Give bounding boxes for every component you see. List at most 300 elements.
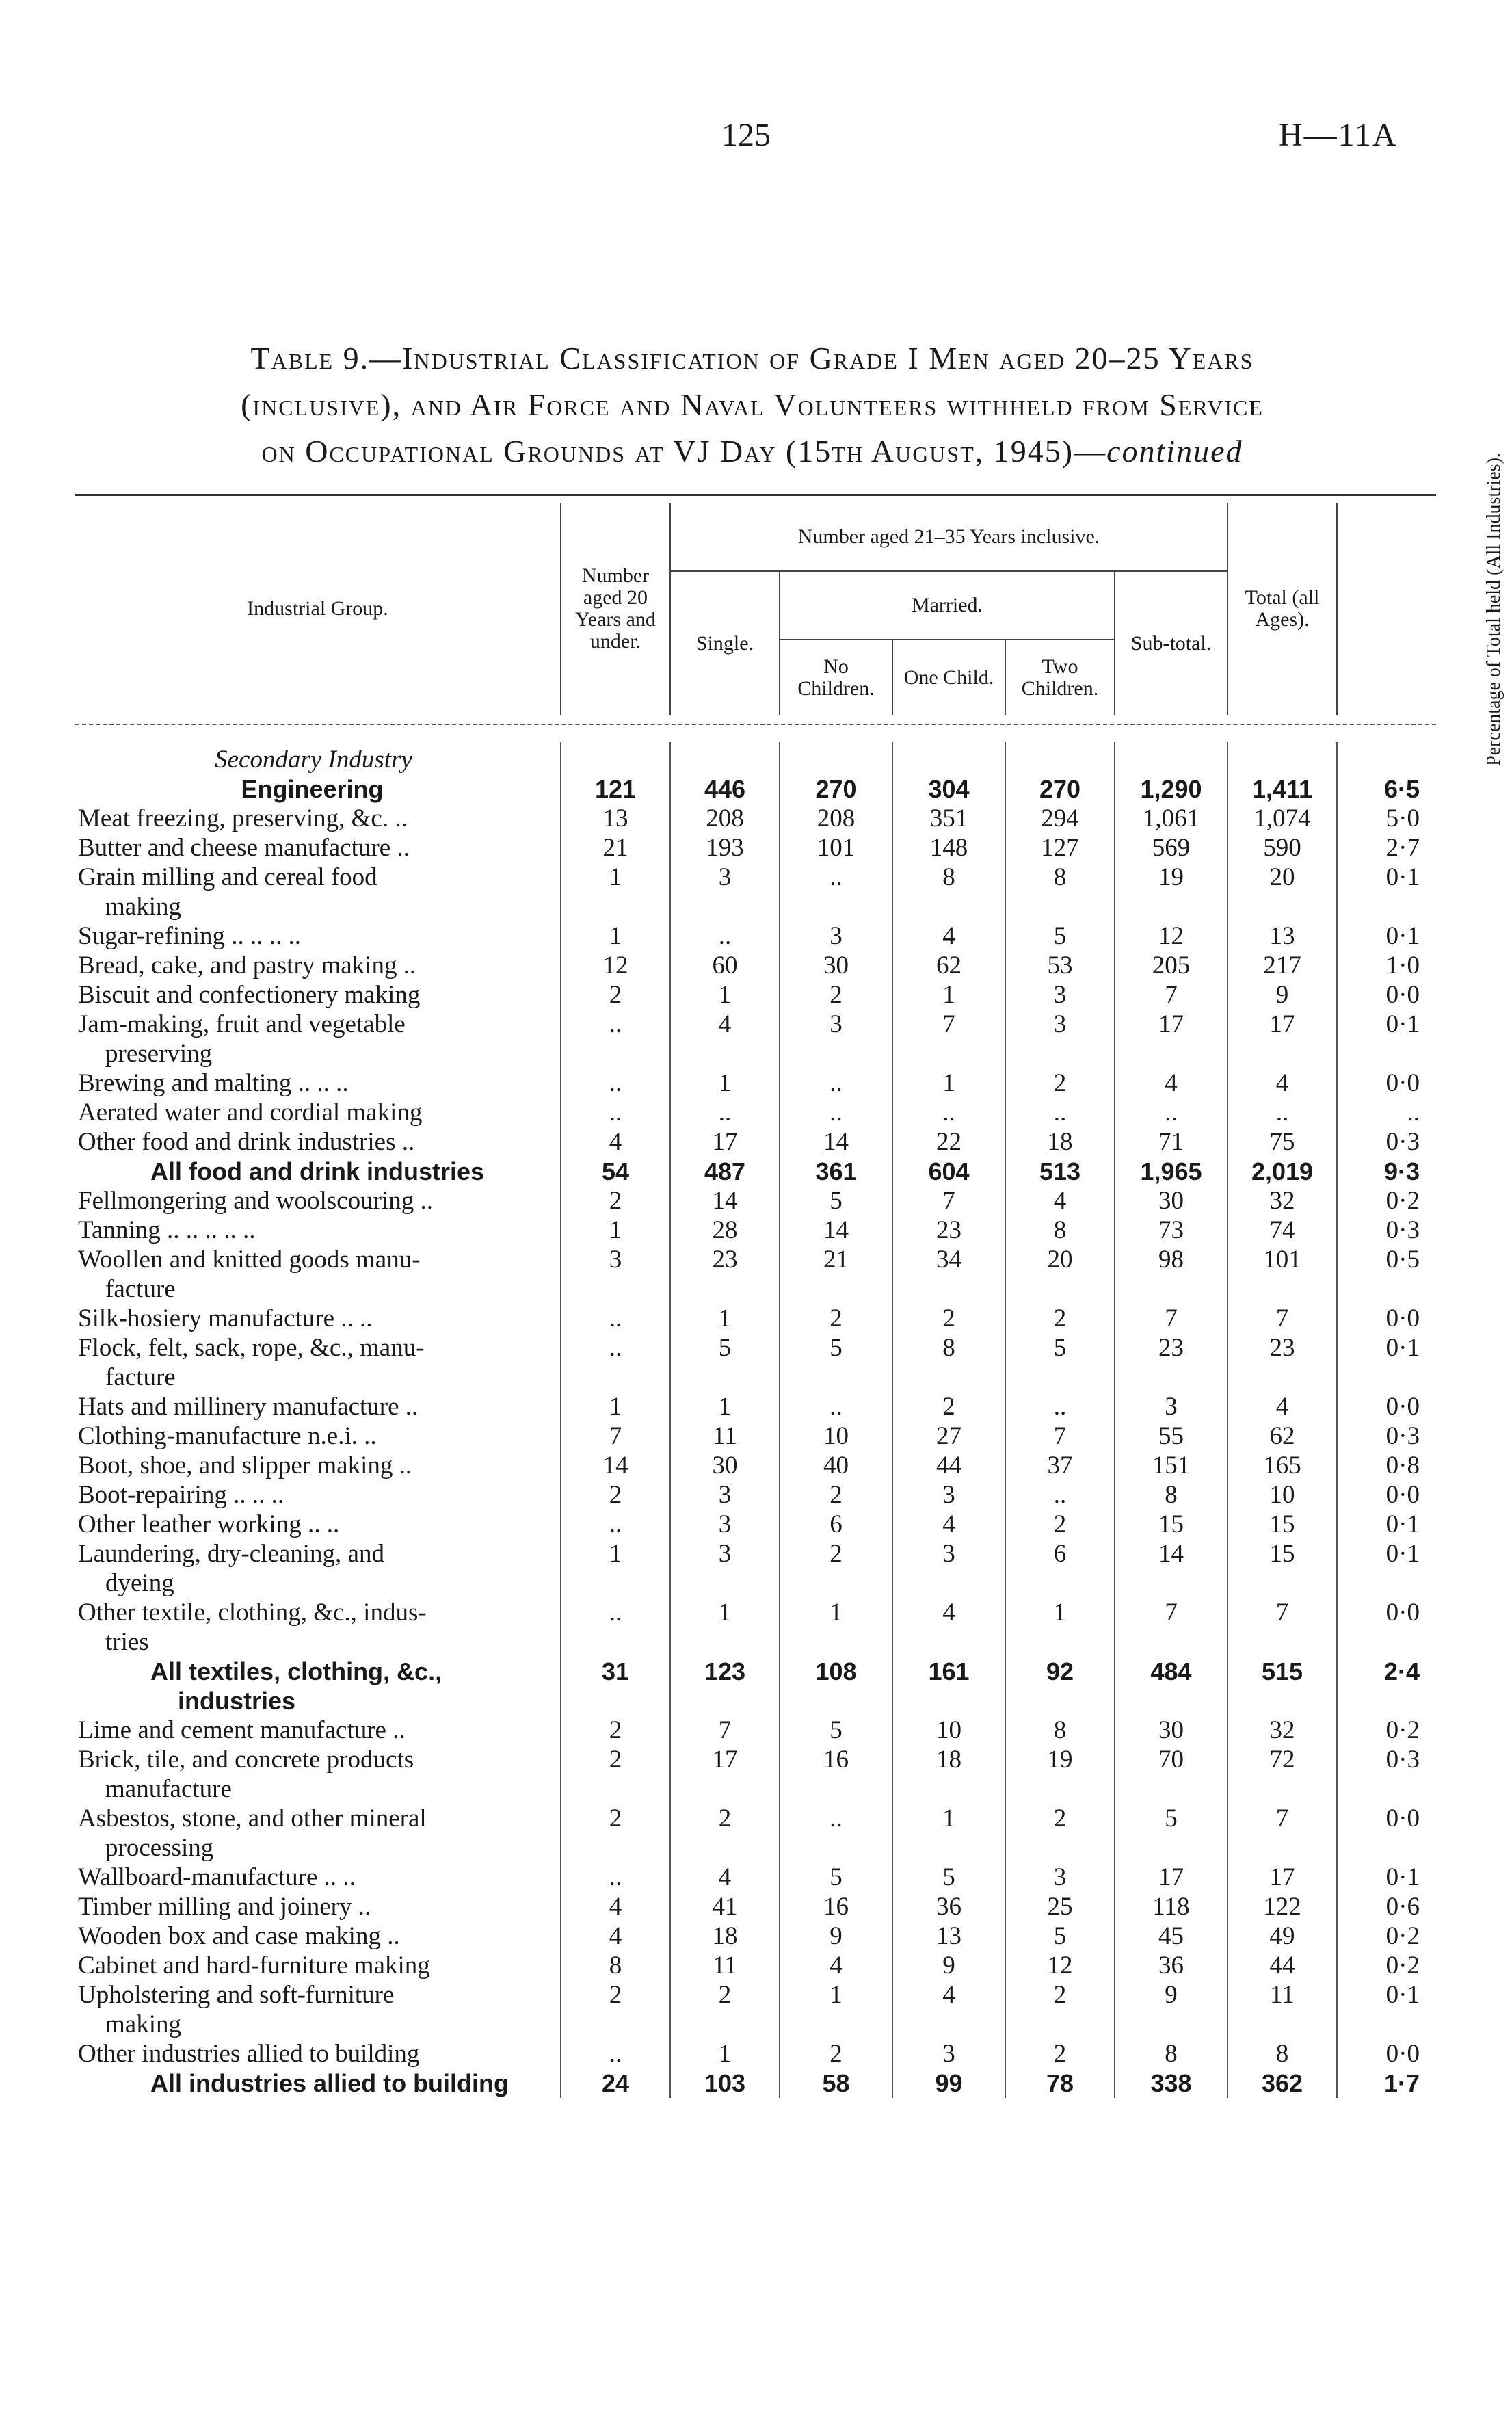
- industry-group-label: [75, 1716, 561, 1745]
- header-one-child: One Child.: [892, 640, 1005, 715]
- cell-two-children: 3: [1005, 980, 1115, 1010]
- cell-subtotal: 338: [1115, 2068, 1228, 2098]
- cell-subtotal: 205: [1115, 951, 1228, 980]
- industry-group-label: [75, 1421, 561, 1451]
- cell-two-children: 270: [1005, 774, 1115, 804]
- industry-group-label: [75, 1951, 561, 1980]
- cell-two-children: 6: [1005, 1539, 1115, 1598]
- cell-aged-20-under: 4: [561, 1921, 670, 1951]
- industry-group-label: [75, 1010, 561, 1068]
- cell-subtotal: 8: [1115, 1480, 1228, 1510]
- industry-group-name: Bread, cake, and pastry making ..: [78, 951, 416, 980]
- cell-total: 590: [1228, 833, 1337, 863]
- cell-two-children: 2: [1005, 1510, 1115, 1539]
- industry-group-label: [75, 774, 561, 804]
- cell-percentage: 0·0: [1337, 980, 1436, 1010]
- cell-aged-20-under: 54: [561, 1157, 670, 1186]
- cell-aged-20-under: 4: [561, 1892, 670, 1921]
- industry-group-name-continued: manufacture: [105, 1775, 232, 1803]
- title-line-3-text: on Occupational Grounds at VJ Day (15th August, 1945)—: [261, 434, 1107, 469]
- table-row: [75, 1510, 1436, 1539]
- industry-group-name: Boot, shoe, and slipper making ..: [78, 1451, 412, 1480]
- industry-group-label: [75, 1245, 561, 1304]
- cell-total: 1,411: [1228, 774, 1337, 804]
- cell-single: 18: [670, 1921, 780, 1951]
- cell-total: 17: [1228, 1010, 1337, 1068]
- industry-group-name: Cabinet and hard-furniture making: [78, 1952, 430, 1980]
- industry-group-label: [75, 1657, 561, 1716]
- cell-one-child: 4: [892, 1510, 1005, 1539]
- cell-percentage: 1·7: [1337, 2068, 1436, 2098]
- industry-group-label: [75, 921, 561, 951]
- cell-percentage: 0·3: [1337, 1745, 1436, 1804]
- cell-percentage: 2·7: [1337, 833, 1436, 863]
- cell-no-children: 5: [780, 1863, 892, 1892]
- cell-no-children: 9: [780, 1921, 892, 1951]
- industry-group-name-continued: facture: [105, 1275, 176, 1303]
- table-row: [75, 1010, 1436, 1068]
- header-no-children: No Children.: [780, 640, 892, 715]
- cell-percentage: 0·1: [1337, 1010, 1436, 1068]
- cell-two-children: 7: [1005, 1421, 1115, 1451]
- cell-no-children: 108: [780, 1657, 892, 1716]
- cell-single: 3: [670, 1510, 780, 1539]
- industry-group-label: [75, 1510, 561, 1539]
- cell-percentage: 5·0: [1337, 804, 1436, 833]
- cell-no-children: 2: [780, 1304, 892, 1333]
- industry-group-label: [75, 1068, 561, 1098]
- industry-group-name-continued: dyeing: [105, 1569, 174, 1597]
- cell-one-child: 4: [892, 1980, 1005, 2039]
- header-percentage: [1337, 453, 1504, 766]
- cell-total: 13: [1228, 921, 1337, 951]
- table-row: [75, 1245, 1436, 1304]
- cell-no-children: 30: [780, 951, 892, 980]
- industry-group-label: [75, 804, 561, 833]
- industry-group-name: Jam-making, fruit and vegetable: [78, 1010, 406, 1038]
- table-row: [75, 833, 1436, 863]
- cell-subtotal: 4: [1115, 1068, 1228, 1098]
- cell-one-child: 4: [892, 1598, 1005, 1657]
- cell-single: ..: [670, 1098, 780, 1127]
- table-row: [75, 1333, 1436, 1392]
- cell-one-child: 18: [892, 1745, 1005, 1804]
- cell-no-children: 2: [780, 1480, 892, 1510]
- cell-total: ..: [1228, 1098, 1337, 1127]
- cell-subtotal: 5: [1115, 1804, 1228, 1863]
- cell-percentage: 0·2: [1337, 1921, 1436, 1951]
- cell-one-child: 8: [892, 1333, 1005, 1392]
- table-row: [75, 2068, 1436, 2098]
- cell-no-children: 10: [780, 1421, 892, 1451]
- cell-total: 515: [1228, 1657, 1337, 1716]
- cell-no-children: 5: [780, 1186, 892, 1215]
- cell-subtotal: 45: [1115, 1921, 1228, 1951]
- header-industrial-group: Industrial Group.: [247, 597, 388, 620]
- industry-group-name: All industries allied to building: [150, 2069, 509, 2097]
- cell-two-children: 8: [1005, 1716, 1115, 1745]
- cell-single: 60: [670, 951, 780, 980]
- industry-group-name: Brick, tile, and concrete products: [78, 1746, 414, 1774]
- header-two-children: Two Children.: [1005, 640, 1115, 715]
- cell-percentage: 0·1: [1337, 1980, 1436, 2039]
- page-number: 125: [721, 117, 771, 153]
- cell-single: 5: [670, 1333, 780, 1392]
- cell-percentage: 0·0: [1337, 1480, 1436, 1510]
- cell-one-child: 1: [892, 1804, 1005, 1863]
- header-number-aged-20: Number aged 20 Years and under.: [561, 503, 670, 715]
- industry-group-name: Engineering: [241, 775, 384, 803]
- table-title: [68, 335, 1436, 475]
- cell-two-children: 18: [1005, 1127, 1115, 1157]
- cell-single: 1: [670, 2039, 780, 2068]
- cell-aged-20-under: 12: [561, 951, 670, 980]
- cell-two-children: ..: [1005, 1480, 1115, 1510]
- table-row: [75, 1098, 1436, 1127]
- table-row: [75, 1892, 1436, 1921]
- cell-total: 362: [1228, 2068, 1337, 2098]
- cell-one-child: 3: [892, 2039, 1005, 2068]
- cell-single: 487: [670, 1157, 780, 1186]
- industry-group-label: [75, 2039, 561, 2068]
- cell-single: 4: [670, 1863, 780, 1892]
- cell-total: 17: [1228, 1863, 1337, 1892]
- cell-one-child: 44: [892, 1451, 1005, 1480]
- cell-total: 23: [1228, 1333, 1337, 1392]
- cell-aged-20-under: 4: [561, 1127, 670, 1157]
- cell-aged-20-under: 1: [561, 1539, 670, 1598]
- cell-percentage: 1·0: [1337, 951, 1436, 980]
- header-percentage-text: Percentage of Total held (All Industries).: [1483, 453, 1504, 766]
- cell-percentage: 0·1: [1337, 863, 1436, 921]
- cell-percentage: 0·1: [1337, 1510, 1436, 1539]
- industry-group-label: [75, 833, 561, 863]
- cell-aged-20-under: ..: [561, 1333, 670, 1392]
- industry-group-name: Meat freezing, preserving, &c. ..: [78, 804, 408, 832]
- cell-single: 30: [670, 1451, 780, 1480]
- cell-two-children: 2: [1005, 2039, 1115, 2068]
- cell-subtotal: 14: [1115, 1539, 1228, 1598]
- industry-group-name: Upholstering and soft-furniture: [78, 1981, 395, 2009]
- cell-no-children: ..: [780, 1098, 892, 1127]
- cell-total: 49: [1228, 1921, 1337, 1951]
- cell-total: 1,074: [1228, 804, 1337, 833]
- cell-single: 3: [670, 863, 780, 921]
- cell-aged-20-under: 2: [561, 1980, 670, 2039]
- cell-one-child: 3: [892, 1539, 1005, 1598]
- industry-group-label: [75, 1098, 561, 1127]
- cell-one-child: 351: [892, 804, 1005, 833]
- header-single: Single.: [670, 571, 780, 715]
- cell-subtotal: 19: [1115, 863, 1228, 921]
- header-married: Married.: [780, 571, 1115, 640]
- cell-one-child: 2: [892, 1392, 1005, 1421]
- cell-percentage: 0·2: [1337, 1951, 1436, 1980]
- cell-total: 72: [1228, 1745, 1337, 1804]
- industry-group-name-continued: making: [105, 893, 181, 921]
- cell-subtotal: 118: [1115, 1892, 1228, 1921]
- industry-group-label: [75, 951, 561, 980]
- industry-group-name: All food and drink industries: [150, 1157, 485, 1185]
- cell-subtotal: 70: [1115, 1745, 1228, 1804]
- cell-no-children: 3: [780, 1010, 892, 1068]
- cell-subtotal: 1,061: [1115, 804, 1228, 833]
- cell-one-child: 2: [892, 1304, 1005, 1333]
- cell-percentage: 0·6: [1337, 1892, 1436, 1921]
- cell-one-child: 4: [892, 921, 1005, 951]
- cell-subtotal: 17: [1115, 1010, 1228, 1068]
- cell-percentage: 0·0: [1337, 1598, 1436, 1657]
- industry-group-name: All textiles, clothing, &c.,: [150, 1657, 442, 1685]
- cell-single: 28: [670, 1215, 780, 1245]
- industry-group-name: Timber milling and joinery ..: [78, 1893, 371, 1921]
- cell-single: 11: [670, 1421, 780, 1451]
- cell-subtotal: 569: [1115, 833, 1228, 863]
- industry-group-name: Brewing and malting .. .. ..: [78, 1069, 349, 1097]
- cell-one-child: 5: [892, 1863, 1005, 1892]
- cell-one-child: 3: [892, 1480, 1005, 1510]
- industry-group-label: [75, 1892, 561, 1921]
- cell-single: 193: [670, 833, 780, 863]
- industry-group-name: Fellmongering and woolscouring ..: [78, 1187, 433, 1215]
- cell-single: 208: [670, 804, 780, 833]
- table-row: [75, 1451, 1436, 1480]
- industry-group-label: [75, 1480, 561, 1510]
- industry-group-name-continued: preserving: [105, 1040, 213, 1068]
- cell-aged-20-under: 13: [561, 804, 670, 833]
- table-row: [75, 1068, 1436, 1098]
- cell-aged-20-under: 3: [561, 1245, 670, 1304]
- industry-group-name: Biscuit and confectionery making: [78, 981, 421, 1009]
- section-heading-row: [75, 742, 1436, 774]
- industry-group-label: [75, 1598, 561, 1657]
- cell-percentage: 0·3: [1337, 1215, 1436, 1245]
- cell-single: 14: [670, 1186, 780, 1215]
- cell-aged-20-under: 31: [561, 1657, 670, 1716]
- cell-aged-20-under: 2: [561, 1745, 670, 1804]
- cell-two-children: 2: [1005, 1068, 1115, 1098]
- cell-two-children: ..: [1005, 1392, 1115, 1421]
- cell-percentage: 0·0: [1337, 1304, 1436, 1333]
- title-continued: continued: [1106, 434, 1243, 469]
- cell-subtotal: 73: [1115, 1215, 1228, 1245]
- table-row: [75, 1304, 1436, 1333]
- cell-total: 122: [1228, 1892, 1337, 1921]
- cell-one-child: 10: [892, 1716, 1005, 1745]
- title-line-2: (inclusive), and Air Force and Naval Volunteers withheld from Service: [241, 387, 1264, 422]
- cell-aged-20-under: ..: [561, 1098, 670, 1127]
- cell-no-children: 14: [780, 1215, 892, 1245]
- cell-total: 7: [1228, 1304, 1337, 1333]
- table-row: [75, 1215, 1436, 1245]
- cell-two-children: 5: [1005, 1333, 1115, 1392]
- cell-single: ..: [670, 921, 780, 951]
- table-row: [75, 1392, 1436, 1421]
- cell-subtotal: 30: [1115, 1716, 1228, 1745]
- industry-group-label: [75, 1980, 561, 2039]
- industry-group-label: [75, 1304, 561, 1333]
- table-row: [75, 1921, 1436, 1951]
- table-row: [75, 2039, 1436, 2068]
- cell-two-children: 4: [1005, 1186, 1115, 1215]
- cell-two-children: ..: [1005, 1098, 1115, 1127]
- cell-subtotal: 15: [1115, 1510, 1228, 1539]
- cell-aged-20-under: 2: [561, 980, 670, 1010]
- cell-two-children: 2: [1005, 1980, 1115, 2039]
- cell-one-child: 8: [892, 863, 1005, 921]
- cell-one-child: 148: [892, 833, 1005, 863]
- cell-aged-20-under: 7: [561, 1421, 670, 1451]
- cell-single: 4: [670, 1010, 780, 1068]
- cell-subtotal: 151: [1115, 1451, 1228, 1480]
- cell-total: 9: [1228, 980, 1337, 1010]
- cell-no-children: 4: [780, 1951, 892, 1980]
- cell-one-child: 34: [892, 1245, 1005, 1304]
- cell-percentage: 0·0: [1337, 2039, 1436, 2068]
- cell-total: 2,019: [1228, 1157, 1337, 1186]
- cell-percentage: 9·3: [1337, 1157, 1436, 1186]
- industry-group-label: [75, 980, 561, 1010]
- cell-one-child: 1: [892, 980, 1005, 1010]
- cell-total: 32: [1228, 1186, 1337, 1215]
- cell-single: 1: [670, 1304, 780, 1333]
- cell-single: 3: [670, 1480, 780, 1510]
- cell-single: 1: [670, 1068, 780, 1098]
- cell-aged-20-under: ..: [561, 1304, 670, 1333]
- cell-total: 4: [1228, 1068, 1337, 1098]
- cell-single: 2: [670, 1980, 780, 2039]
- cell-one-child: 22: [892, 1127, 1005, 1157]
- header-aged-21-35: Number aged 21–35 Years inclusive.: [670, 503, 1228, 571]
- cell-no-children: ..: [780, 1068, 892, 1098]
- industry-group-name: Wooden box and case making ..: [78, 1922, 400, 1950]
- cell-one-child: 9: [892, 1951, 1005, 1980]
- cell-single: 2: [670, 1804, 780, 1863]
- cell-subtotal: 7: [1115, 980, 1228, 1010]
- header-top-rule: [75, 494, 1436, 496]
- industry-group-label: [75, 1451, 561, 1480]
- cell-no-children: ..: [780, 1804, 892, 1863]
- industry-group-name: Aerated water and cordial making: [78, 1099, 423, 1127]
- cell-two-children: 5: [1005, 1921, 1115, 1951]
- table-row: [75, 1980, 1436, 2039]
- cell-single: 3: [670, 1539, 780, 1598]
- cell-subtotal: 36: [1115, 1951, 1228, 1980]
- cell-two-children: 8: [1005, 863, 1115, 921]
- cell-two-children: 513: [1005, 1157, 1115, 1186]
- table-row: [75, 1421, 1436, 1451]
- industry-group-name: Asbestos, stone, and other mineral: [78, 1804, 427, 1832]
- cell-aged-20-under: ..: [561, 1510, 670, 1539]
- cell-percentage: 0·2: [1337, 1186, 1436, 1215]
- industry-group-name-continued: industries: [178, 1687, 296, 1715]
- cell-one-child: 23: [892, 1215, 1005, 1245]
- cell-subtotal: 484: [1115, 1657, 1228, 1716]
- cell-no-children: 14: [780, 1127, 892, 1157]
- industry-group-label: [75, 1863, 561, 1892]
- cell-total: 44: [1228, 1951, 1337, 1980]
- cell-two-children: 3: [1005, 1010, 1115, 1068]
- cell-percentage: 0·5: [1337, 1245, 1436, 1304]
- table-row: [75, 863, 1436, 921]
- cell-total: 32: [1228, 1716, 1337, 1745]
- industry-group-label: [75, 1745, 561, 1804]
- cell-percentage: 0·2: [1337, 1716, 1436, 1745]
- cell-subtotal: 17: [1115, 1863, 1228, 1892]
- cell-single: 17: [670, 1745, 780, 1804]
- cell-aged-20-under: 1: [561, 863, 670, 921]
- document-reference: H—11A: [1279, 117, 1398, 153]
- table-row: [75, 1863, 1436, 1892]
- cell-one-child: 7: [892, 1010, 1005, 1068]
- cell-two-children: 2: [1005, 1804, 1115, 1863]
- header-subtotal: Sub-total.: [1115, 571, 1228, 715]
- cell-percentage: 2·4: [1337, 1657, 1436, 1716]
- cell-aged-20-under: 21: [561, 833, 670, 863]
- cell-total: 75: [1228, 1127, 1337, 1157]
- cell-one-child: 13: [892, 1921, 1005, 1951]
- cell-no-children: 361: [780, 1157, 892, 1186]
- cell-one-child: 604: [892, 1157, 1005, 1186]
- industry-group-name: Other textile, clothing, &c., indus-: [78, 1599, 427, 1627]
- cell-single: 11: [670, 1951, 780, 1980]
- industry-group-label: [75, 1157, 561, 1186]
- cell-two-children: 78: [1005, 2068, 1115, 2098]
- cell-one-child: 1: [892, 1068, 1005, 1098]
- cell-percentage: 0·0: [1337, 1804, 1436, 1863]
- cell-total: 217: [1228, 951, 1337, 980]
- cell-no-children: ..: [780, 1392, 892, 1421]
- cell-aged-20-under: 2: [561, 1716, 670, 1745]
- cell-two-children: 20: [1005, 1245, 1115, 1304]
- industry-group-label: [75, 1127, 561, 1157]
- cell-no-children: 6: [780, 1510, 892, 1539]
- industry-group-name: Boot-repairing .. .. ..: [78, 1481, 284, 1509]
- cell-subtotal: 9: [1115, 1980, 1228, 2039]
- cell-no-children: 2: [780, 980, 892, 1010]
- header-bottom-rule: [75, 724, 1436, 725]
- cell-percentage: 0·0: [1337, 1392, 1436, 1421]
- cell-single: 41: [670, 1892, 780, 1921]
- table-row: [75, 1951, 1436, 1980]
- industry-group-name: Grain milling and cereal food: [78, 863, 377, 891]
- cell-two-children: 19: [1005, 1745, 1115, 1804]
- industry-group-name: Clothing-manufacture n.e.i. ..: [78, 1422, 377, 1450]
- table-row: [75, 1186, 1436, 1215]
- cell-two-children: 53: [1005, 951, 1115, 980]
- industry-group-name-continued: processing: [105, 1834, 214, 1862]
- industry-group-name: Other leather working .. ..: [78, 1510, 340, 1538]
- cell-subtotal: 1,290: [1115, 774, 1228, 804]
- cell-no-children: ..: [780, 863, 892, 921]
- title-line-1: Table 9.—Industrial Classification of Grade I Men aged 20–25 Years: [250, 341, 1254, 376]
- cell-percentage: 0·1: [1337, 1333, 1436, 1392]
- table-row: [75, 774, 1436, 804]
- industry-group-label: [75, 1215, 561, 1245]
- cell-no-children: 21: [780, 1245, 892, 1304]
- cell-percentage: 0·1: [1337, 1863, 1436, 1892]
- cell-two-children: 294: [1005, 804, 1115, 833]
- cell-subtotal: ..: [1115, 1098, 1228, 1127]
- cell-single: 23: [670, 1245, 780, 1304]
- industry-group-label: [75, 1392, 561, 1421]
- cell-no-children: 2: [780, 1539, 892, 1598]
- cell-two-children: 12: [1005, 1951, 1115, 1980]
- cell-two-children: 8: [1005, 1215, 1115, 1245]
- cell-subtotal: 30: [1115, 1186, 1228, 1215]
- cell-no-children: 3: [780, 921, 892, 951]
- cell-total: 101: [1228, 1245, 1337, 1304]
